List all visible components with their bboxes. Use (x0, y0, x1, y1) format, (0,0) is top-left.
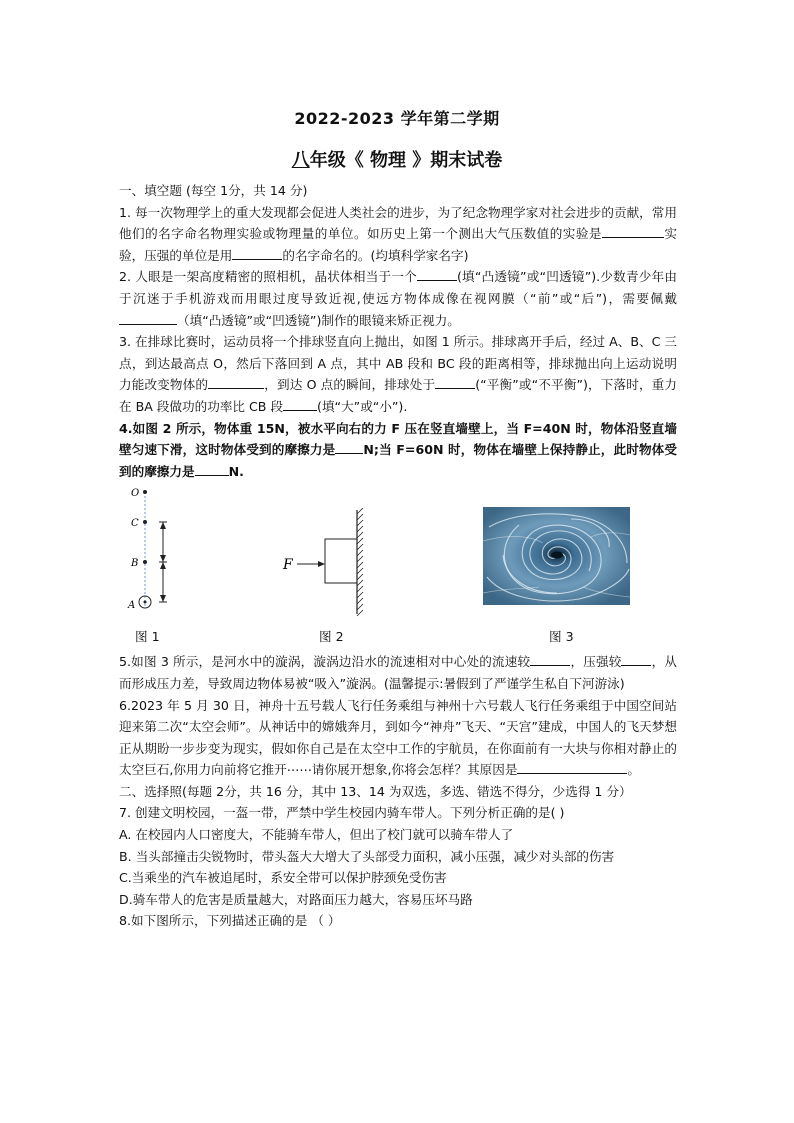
question-7-option-a[interactable]: A. 在校园内人口密度大，不能骑车带人，但出了校门就可以骑车带人了 (119, 827, 514, 843)
answer-blank[interactable] (435, 374, 475, 389)
answer-blank[interactable] (602, 223, 664, 238)
figure-2-wall-block-diagram (277, 508, 377, 618)
exam-title (0, 146, 794, 172)
answer-blank[interactable] (195, 461, 229, 476)
section2-heading: 二、选择照(每题 2分，共 16 分，其中 13、14 为双选，多选、错选不得分，少选得 1 分） (119, 783, 632, 799)
question-1: 1. 每一次物理学上的重大发现都会促进人类社会的进步，为了纪念物理学家对社会进步的贡献，常用他们的名字命名物理实验或物理量的单位。如历史上第一个测出大气压数值的实验是 实验，压强的单位是用 的名字命名的。(均填科学家名字) (119, 204, 678, 263)
figure-3-whirlpool-photo (483, 507, 630, 605)
figure-1-label: 图 1 (135, 629, 160, 645)
figure-1-volleyball-diagram (119, 486, 189, 616)
question-7-stem: 7. 创建文明校园，一盔一带，严禁中学生校园内骑车带人。下列分析正确的是( ) (119, 805, 565, 821)
point-label-o: O (131, 488, 140, 500)
exam-title-rest: 年级《 物理 》期末试卷 (309, 150, 503, 171)
answer-blank[interactable] (208, 374, 264, 389)
question-4: 4.如图 2 所示，物体重 15N，被水平向右的力 F 压在竖直墙壁上，当 F=40N 时，物体沿竖直墙壁匀速下滑，这时物体受到的摩擦力是 N;当 F=60N 时，物体在墙壁上保持静止，此时物体受到的摩擦力是 N. (119, 420, 677, 479)
force-label: F (283, 557, 293, 574)
answer-blank[interactable] (621, 651, 651, 666)
figure-2-label: 图 2 (319, 629, 344, 645)
answer-blank[interactable] (530, 651, 570, 666)
question-3: 3. 在排球比赛时，运动员将一个排球竖直向上抛出，如图 1 所示。排球离开手后，经过 A、B、C 三点，到达最高点 O，然后下落回到 A 点，其中 AB 段和 BC 段的距离相等，排球抛出向上运动说明力能改变物体的 ，到达 O 点的瞬间，排球处于 (“平衡”或“不平衡”)，下落时，重力在 BA 段做功的功率比 CB 段 (填“大”或“小”). (119, 334, 677, 414)
question-7-option-d[interactable]: D.骑车带人的危害是质量越大，对路面压力越大，容易压坏马路 (119, 891, 473, 907)
question-7-option-c[interactable]: C.当乘坐的汽车被追尾时，系安全带可以保护脖颈免受伤害 (119, 870, 447, 886)
answer-blank[interactable] (417, 266, 457, 281)
exam-year-line: 2022-2023 学年第二学期 (294, 109, 500, 128)
answer-blank[interactable] (517, 759, 627, 774)
answer-blank[interactable] (119, 310, 177, 325)
question-2: 2. 人眼是一架高度精密的照相机，晶状体相当于一个 (填“凸透镜”或“凹透镜”).少数青少年由于沉迷于手机游戏而用眼过度导致近视,使远方物体成像在视网膜（“前”或“后”)，需要佩戴（填“凸透镜”或“凹透镜”)制作的眼镜来矫正视力。 (119, 266, 677, 331)
answer-blank[interactable] (335, 439, 363, 454)
figure-3-label: 图 3 (549, 629, 574, 645)
point-label-a: A (128, 600, 136, 612)
question-8-stem: 8.如下图所示，下列描述正确的是 （ ） (119, 913, 341, 929)
grade-number: 八 (291, 150, 310, 171)
answer-blank[interactable] (232, 245, 282, 260)
answer-blank[interactable] (283, 396, 317, 411)
figures-row (119, 486, 677, 651)
section1-heading: 一、填空题 (每空 1分，共 14 分) (119, 183, 308, 198)
point-label-b: B (131, 558, 139, 570)
question-6: 6.2023 年 5 月 30 日，神舟十五号载人飞行任务乘组与神州十六号载人飞行任务乘组于中国空间站迎来第二次“太空会师”。从神话中的嫦娥奔月，到如今“神舟”飞天、“天宫”建成，中国人的飞天梦想正从期盼一步步变为现实，假如你自己是在太空中工作的宇航员，在你面前有一大块与你相对静止的太空巨石,你用力向前将它推开⋯⋯请你展开想象,你将会怎样？其原因是 。 (119, 697, 677, 778)
question-7-option-b[interactable]: B. 当头部撞击尖锐物时，带头盔大大增大了头部受力面积，减小压强，减少对头部的伤害 (119, 848, 615, 864)
point-label-c: C (131, 518, 139, 530)
exam-content (119, 180, 677, 932)
question-5: 5.如图 3 所示，是河水中的漩涡，漩涡边沿水的流速相对中心处的流速较 ，压强较 ，从而形成压力差，导致周边物体易被“吸入”漩涡。(温馨提示:暑假到了严谨学生私自下河游泳) (119, 651, 677, 694)
